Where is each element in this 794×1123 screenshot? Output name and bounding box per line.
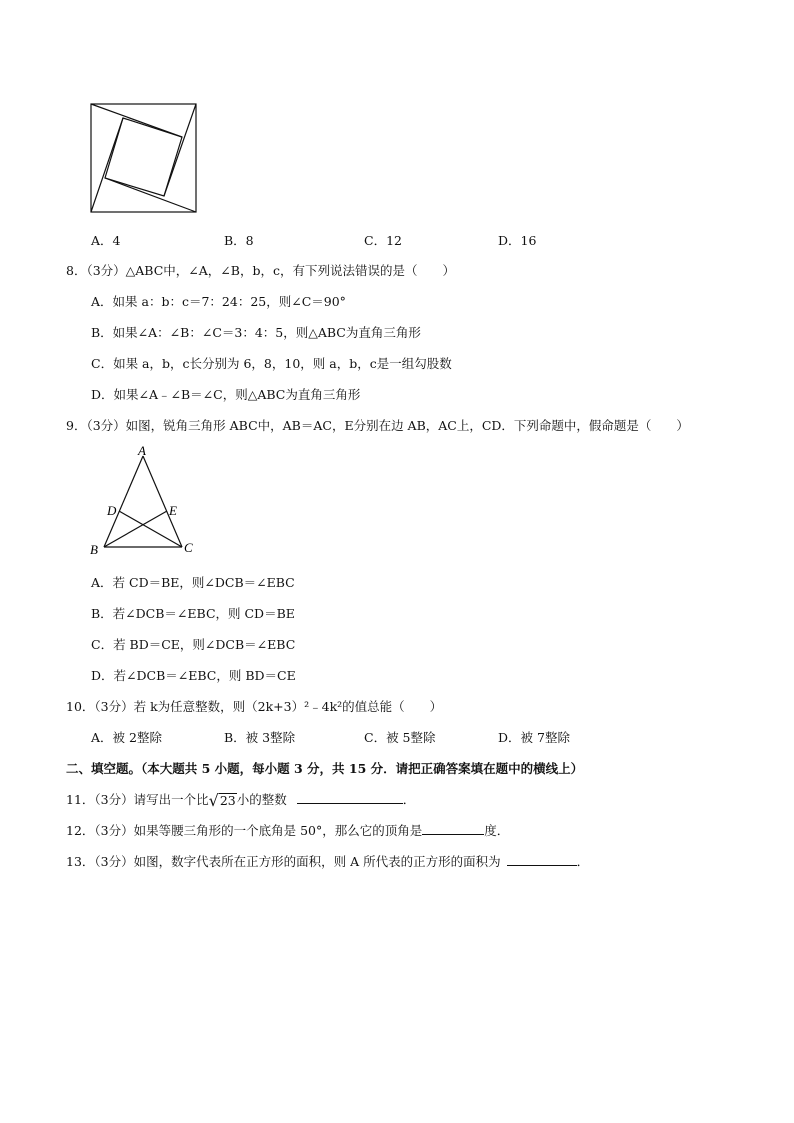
q11-end: ． <box>402 792 416 807</box>
q11-line <box>66 790 415 808</box>
q13-end: ． <box>576 854 590 869</box>
q7-option-c[interactable]: C．12 <box>364 233 402 248</box>
section-2-heading: 二、填空题。（本大题共 5 小题，每小题 3 分，共 15 分．请把正确答案填在题中的横线上） <box>66 761 584 776</box>
q10-stem: 10．（3分）若 k为任意整数，则（2k+3）²﹣4k²的值总能（ ） <box>66 699 443 714</box>
q11-sqrt: √ 23 <box>208 791 236 810</box>
q10-option-b[interactable]: B．被 3整除 <box>224 730 296 745</box>
q8-option-c[interactable]: C．如果 a，b，c长分别为 6，8，10，则 a，b，c是一组勾股数 <box>91 356 452 371</box>
q11-answer-blank[interactable] <box>297 791 403 804</box>
q8-option-a[interactable]: A．如果 a：b：c＝7：24：25，则∠C＝90° <box>91 294 346 309</box>
q12-post: 度． <box>484 823 510 838</box>
q11-radicand: 23 <box>219 793 236 808</box>
q12-answer-blank[interactable] <box>422 822 484 835</box>
label-a: A <box>138 444 146 458</box>
q10-option-d[interactable]: D．被 7整除 <box>498 730 570 745</box>
diag-line-4 <box>91 118 123 212</box>
label-d: D <box>107 503 117 518</box>
diag-line-3 <box>105 178 196 212</box>
q7-options <box>91 231 711 249</box>
q9-option-a[interactable]: A．若 CD＝BE，则∠DCB＝∠EBC <box>91 575 295 590</box>
q8-option-d[interactable]: D．如果∠A﹣∠B＝∠C，则△ABC为直角三角形 <box>91 387 361 402</box>
q9-stem: 9．（3分）如图，锐角三角形 ABC中，AB＝AC，E分别在边 AB，AC上，CD．下列命题中，假命题是（ ） <box>66 418 689 433</box>
q10-option-c[interactable]: C．被 5整除 <box>364 730 436 745</box>
q7-square-figure <box>88 101 200 215</box>
label-e: E <box>169 503 177 518</box>
q12-pre: 12．（3分）如果等腰三角形的一个底角是 50°，那么它的顶角是 <box>66 823 423 838</box>
q13-pre: 13．（3分）如图，数字代表所在正方形的面积，则 A 所代表的正方形的面积为 <box>66 854 501 869</box>
q8-option-b[interactable]: B．如果∠A：∠B：∠C＝3：4：5，则△ABC为直角三角形 <box>91 325 421 340</box>
q13-answer-blank[interactable] <box>507 853 577 866</box>
q13-line <box>66 852 589 870</box>
q9-option-b[interactable]: B．若∠DCB＝∠EBC，则 CD＝BE <box>91 606 295 621</box>
q11-post: 小的整数 <box>236 792 287 807</box>
side-ac <box>143 456 182 547</box>
q11-pre: 11．（3分）请写出一个比 <box>66 792 209 807</box>
q9-triangle-figure <box>86 444 201 560</box>
q10-options <box>91 728 711 746</box>
q8-stem: 8．（3分）△ABC中，∠A，∠B，b，c，有下列说法错误的是（ ） <box>66 263 455 278</box>
q9-option-c[interactable]: C．若 BD＝CE，则∠DCB＝∠EBC <box>91 637 296 652</box>
label-c: C <box>184 540 193 555</box>
diag-line-1 <box>91 104 182 137</box>
q12-line <box>66 821 509 839</box>
label-b: B <box>90 542 98 557</box>
q9-option-d[interactable]: D．若∠DCB＝∠EBC，则 BD＝CE <box>91 668 296 683</box>
q10-option-a[interactable]: A．被 2整除 <box>91 730 162 745</box>
q7-option-a[interactable]: A．4 <box>91 233 121 248</box>
side-ab <box>104 456 143 547</box>
inner-square <box>105 118 182 196</box>
q7-option-b[interactable]: B．8 <box>224 233 254 248</box>
outer-square <box>91 104 196 212</box>
q7-option-d[interactable]: D．16 <box>498 233 537 248</box>
diag-line-2 <box>164 104 196 196</box>
